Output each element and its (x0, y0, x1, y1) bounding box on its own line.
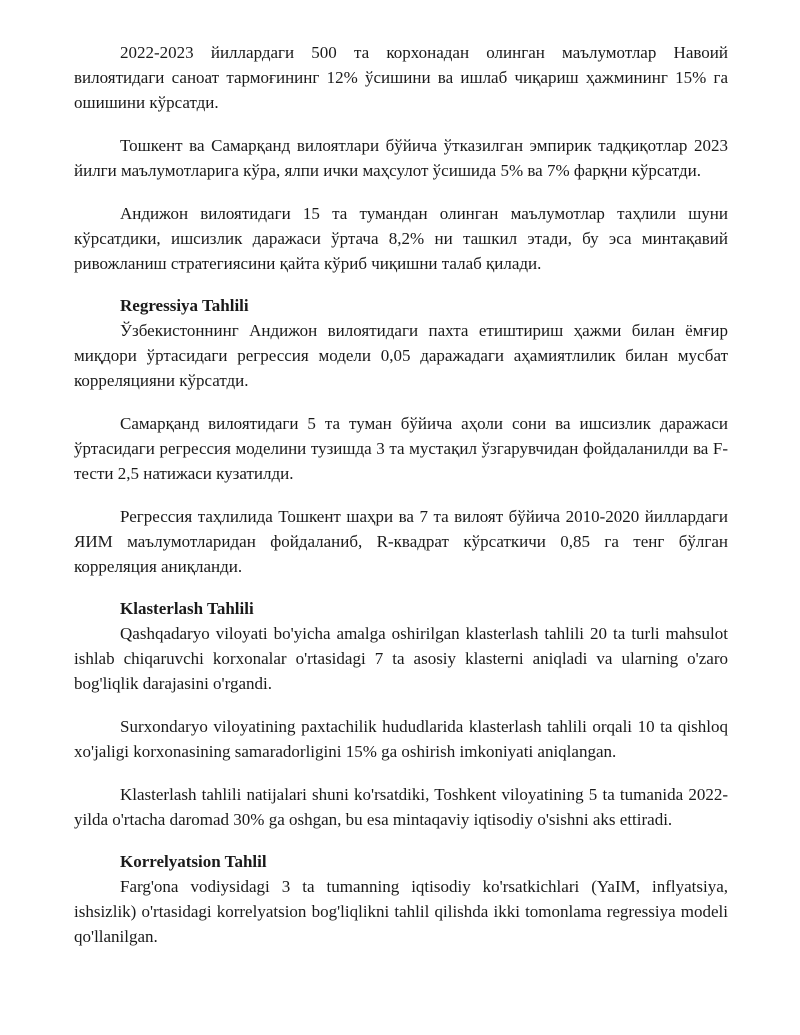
section-heading-klasterlash: Klasterlash Tahlili (120, 599, 254, 618)
paragraph: Ўзбекистоннинг Андижон вилоятидаги пахта етиштириш ҳажми билан ёмғир миқдори ўртасидаги регрессия модели 0,05 даражадаги аҳамиятлилик билан мусбат корреляцияни кўрсатди. (74, 321, 728, 390)
paragraph: Самарқанд вилоятидаги 5 та туман бўйича аҳоли сони ва ишсизлик даражаси ўртасидаги регрессия моделини тузишда 3 та мустақил ўзгарувчидан фойдаланилди ва F-тести 2,5 натижаси кузатилди. (74, 414, 728, 483)
section-heading-regressiya: Regressiya Tahlili (120, 296, 249, 315)
paragraph: Регрессия таҳлилида Тошкент шаҳри ва 7 та вилоят бўйича 2010-2020 йиллардаги ЯИМ маълумотларидан фойдаланиб, R-квадрат кўрсаткичи 0,85 га тенг бўлган корреляция аниқланди. (74, 507, 728, 576)
section-heading-korrelyatsion: Korrelyatsion Tahlil (120, 852, 267, 871)
paragraph: Surxondaryo viloyatining paxtachilik hududlarida klasterlash tahlili orqali 10 ta qishloq xo'jaligi korxonasining samaradorligini 15% ga oshirish imkoniyati aniqlangan. (74, 717, 728, 761)
paragraph: Тошкент ва Самарқанд вилоятлари бўйича ўтказилган эмпирик тадқиқотлар 2023 йилги маълумотларига кўра, ялпи ички маҳсулот ўсишида 5% ва 7% фарқни кўрсатди. (74, 136, 728, 180)
paragraph: 2022-2023 йиллардаги 500 та корхонадан олинган маълумотлар Навоий вилоятидаги саноат тармоғининг 12% ўсишини ва ишлаб чиқариш ҳажмининг 15% га ошишини кўрсатди. (74, 43, 728, 112)
paragraph: Klasterlash tahlili natijalari shuni ko'rsatdiki, Toshkent viloyatining 5 ta tumanida 2022-yilda o'rtacha daromad 30% ga oshgan, bu esa mintaqaviy iqtisodiy o'sishni aks ettiradi. (74, 785, 728, 829)
paragraph: Farg'ona vodiysidagi 3 ta tumanning iqtisodiy ko'rsatkichlari (YaIM, inflyatsiya, ishsizlik) o'rtasidagi korrelyatsion bog'liqlikni tahlil qilishda ikki tomonlama regressiya modeli qo'llanilgan. (74, 877, 728, 946)
paragraph: Андижон вилоятидаги 15 та тумандан олинган маълумотлар таҳлили шуни кўрсатдики, ишсизлик даражаси ўртача 8,2% ни ташкил этади, бу эса минтақавий ривожланиш стратегиясини қайта кўриб чиқишни талаб қилади. (74, 204, 728, 273)
paragraph: Qashqadaryo viloyati bo'yicha amalga oshirilgan klasterlash tahlili 20 ta turli mahsulot ishlab chiqaruvchi korxonalar o'rtasidagi 7 ta asosiy klasterni aniqladi va ularning o'zaro bog'liqlik darajasini o'rgandi. (74, 624, 728, 693)
